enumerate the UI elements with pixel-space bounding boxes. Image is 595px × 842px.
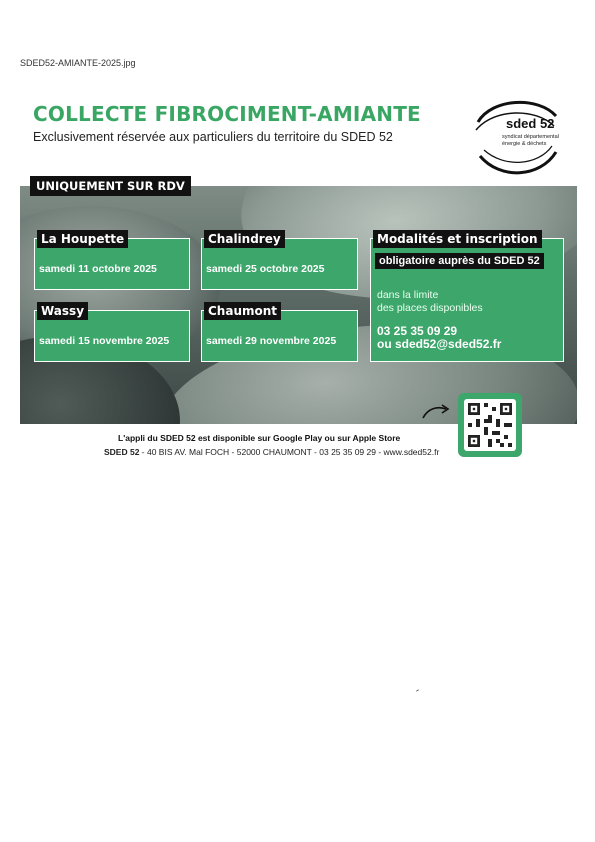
info-requirement: obligatoire auprès du SDED 52 — [375, 253, 544, 269]
org-name: SDED 52 — [104, 447, 140, 457]
session-card — [201, 232, 358, 290]
info-email[interactable]: ou sded52@sded52.fr — [377, 337, 502, 351]
scan-speck — [416, 689, 419, 691]
org-address: - 40 BIS AV. Mal FOCH - 52000 CHAUMONT - 03 25 35 09 29 - www.sded52.fr — [139, 447, 440, 457]
registration-info-card — [370, 232, 564, 362]
logo-tagline: syndicat départemental énergie & déchets — [502, 134, 559, 147]
logo-name: sded 52 — [506, 116, 555, 131]
address-line — [104, 447, 439, 457]
info-heading: Modalités et inscription — [373, 230, 542, 248]
session-card — [201, 304, 358, 362]
curved-arrow-icon — [420, 402, 452, 422]
info-limit — [377, 289, 483, 315]
session-place: Chalindrey — [204, 230, 285, 248]
session-date: samedi 11 octobre 2025 — [39, 263, 157, 275]
qr-code-icon[interactable] — [458, 393, 522, 457]
session-card — [34, 304, 190, 362]
session-date: samedi 15 novembre 2025 — [39, 335, 170, 347]
info-phone[interactable]: 03 25 35 09 29 — [377, 324, 458, 338]
session-card — [34, 232, 190, 290]
session-place: Chaumont — [204, 302, 281, 320]
page-title: COLLECTE FIBROCIMENT-AMIANTE — [33, 102, 421, 126]
app-availability-text: L'appli du SDED 52 est disponible sur Google Play ou sur Apple Store — [118, 433, 401, 443]
session-date: samedi 25 octobre 2025 — [206, 263, 325, 275]
session-date: samedi 29 novembre 2025 — [206, 335, 337, 347]
info-limit-line: des places disponibles — [377, 302, 483, 314]
info-limit-line: dans la limite — [377, 289, 439, 301]
session-place: Wassy — [37, 302, 88, 320]
sded-logo — [470, 94, 560, 184]
page-subtitle: Exclusivement réservée aux particuliers du territoire du SDED 52 — [33, 130, 393, 144]
session-place: La Houpette — [37, 230, 128, 248]
appointment-only-label: UNIQUEMENT SUR RDV — [30, 176, 191, 196]
qr-pattern — [464, 399, 516, 451]
file-name: SDED52-AMIANTE-2025.jpg — [20, 58, 136, 68]
